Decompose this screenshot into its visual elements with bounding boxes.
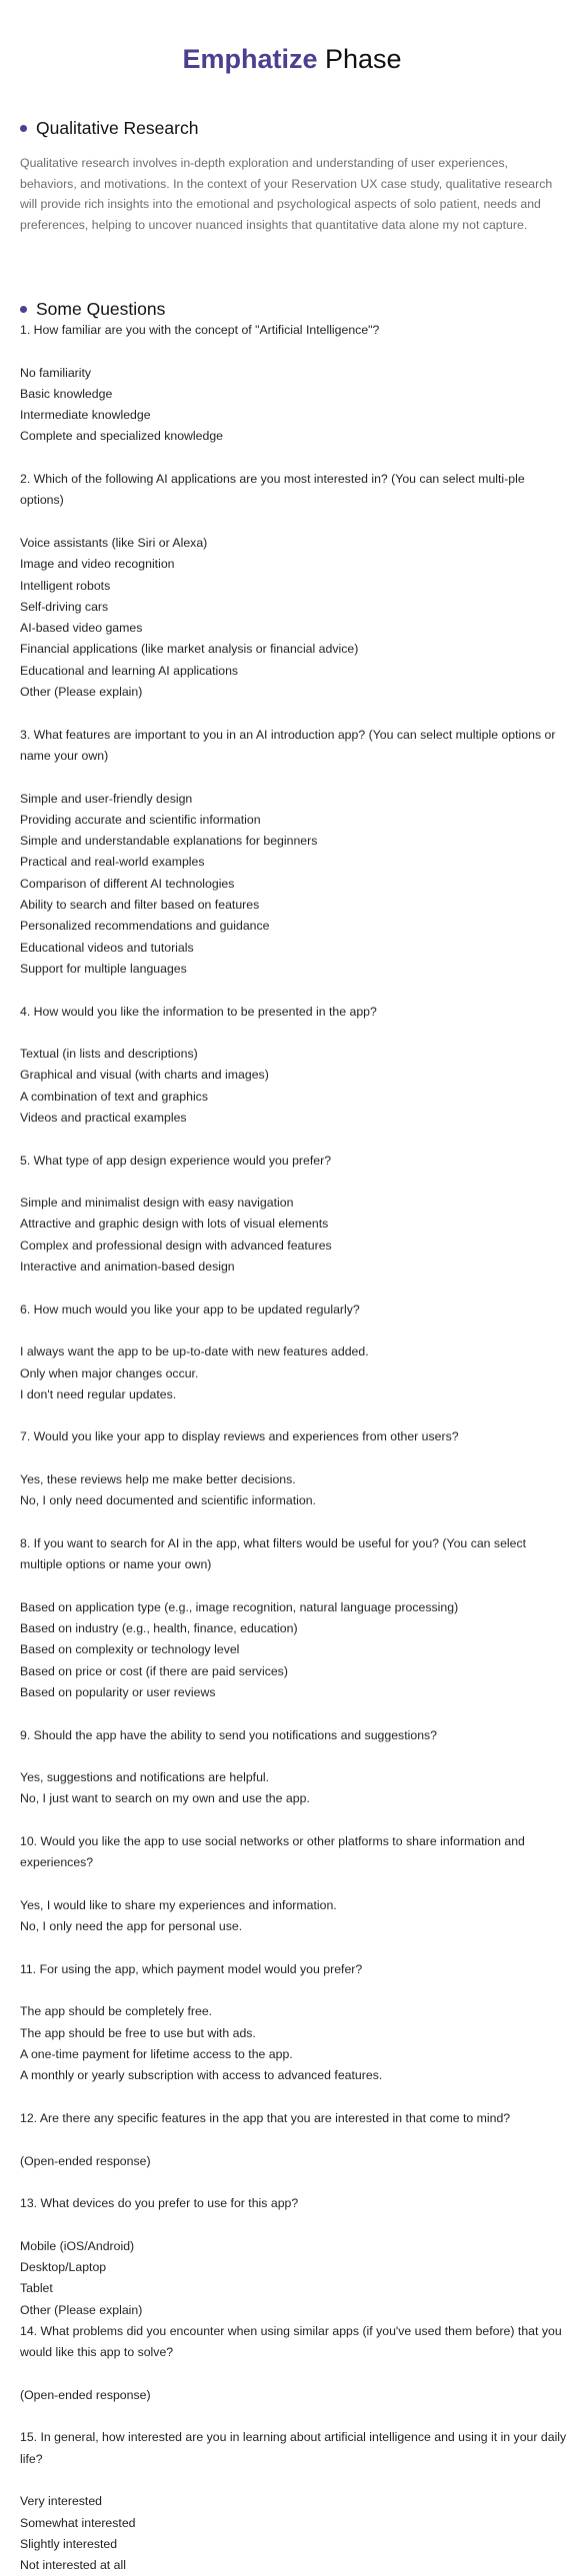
- question-1: 1. How familiar are you with the concept of "Artificial Intelligence"?: [20, 323, 380, 337]
- answer-option: Other (Please explain): [20, 685, 143, 700]
- answer-option: Image and video recognition: [20, 557, 175, 572]
- question-15: 15. In general, how interested are you in learning about artificial intelligence and using it in your daily life?: [20, 2430, 567, 2466]
- title-highlight: Emphatize: [182, 44, 318, 74]
- qualitative-research-heading: [20, 117, 568, 139]
- question-5-options: [20, 1193, 568, 1278]
- answer-option: Support for multiple languages: [20, 961, 187, 976]
- answer-option: The app should be free to use but with ads.: [20, 2025, 256, 2040]
- answer-option: Based on price or cost (if there are paid services): [20, 1663, 288, 1678]
- question-10: 10. Would you like the app to use social networks or other platforms to share information and experiences?: [20, 1834, 525, 1870]
- question-11-options: [20, 2001, 568, 2086]
- answer-option: Based on industry (e.g., health, finance, education): [20, 1621, 298, 1636]
- answer-option: Based on popularity or user reviews: [20, 1685, 216, 1699]
- answer-option: Simple and user-friendly design: [20, 791, 193, 806]
- question-4: 4. How would you like the information to be presented in the app?: [20, 1004, 377, 1019]
- question-7: 7. Would you like your app to display reviews and experiences from other users?: [20, 1429, 459, 1444]
- question-3: 3. What features are important to you in an AI introduction app? (You can select multiple options or name your own): [20, 727, 556, 763]
- answer-option: Simple and minimalist design with easy navigation: [20, 1196, 294, 1211]
- answer-option: No familiarity: [20, 365, 92, 380]
- answer-option: Educational and learning AI applications: [20, 663, 239, 678]
- answer-option: Providing accurate and scientific information: [20, 812, 261, 827]
- answer-option: Self-driving cars: [20, 599, 109, 614]
- question-12: 12. Are there any specific features in the app that you are interested in that come to mind?: [20, 2110, 511, 2125]
- answer-option: Intermediate knowledge: [20, 408, 151, 423]
- bullet-icon: [20, 306, 27, 313]
- answer-option: Yes, these reviews help me make better decisions.: [20, 1472, 296, 1487]
- answer-option: A monthly or yearly subscription with access to advanced features.: [20, 2068, 383, 2083]
- answer-option: Very interested: [20, 2494, 103, 2509]
- answer-option: Somewhat interested: [20, 2515, 136, 2530]
- question-8: 8. If you want to search for AI in the app, what filters would be useful for you? (You can select multiple options or name your own): [20, 1535, 527, 1572]
- answer-option: AI-based video games: [20, 621, 143, 636]
- question-8-options: [20, 1597, 568, 1703]
- answer-option: Mobile (iOS/Android): [20, 2238, 135, 2253]
- answer-option: Slightly interested: [20, 2536, 118, 2551]
- answer-option: (Open-ended response): [20, 2387, 151, 2402]
- question-2: 2. Which of the following AI applications are you most interested in? (You can select multi-ple options): [20, 472, 525, 508]
- answer-option: No, I only need the app for personal use.: [20, 1919, 243, 1934]
- answer-option: Yes, I would like to share my experiences and information.: [20, 1897, 337, 1912]
- answer-option: I don't need regular updates.: [20, 1386, 177, 1401]
- qualitative-research-paragraph: Qualitative research involves in-depth exploration and understanding of user experiences, behaviors, and motivations. In the context of your Reservation UX case study, qualitative research will provide rich insights into the emotional and psychological aspects of solo patient, needs and preferences, helping to uncover nuanced insights that quantitative data alone my not capture.: [20, 156, 553, 232]
- question-13-options: [20, 2236, 568, 2321]
- answer-option: Ability to search and filter based on features: [20, 898, 260, 913]
- question-5: 5. What type of app design experience would you prefer?: [20, 1153, 332, 1168]
- answer-option: Complete and specialized knowledge: [20, 429, 224, 444]
- answer-option: Based on complexity or technology level: [20, 1642, 240, 1657]
- answer-option: Intelligent robots: [20, 578, 111, 593]
- answer-option: Graphical and visual (with charts and images): [20, 1068, 269, 1083]
- qualitative-research-heading-text: Qualitative Research: [36, 118, 199, 138]
- answer-option: Voice assistants (like Siri or Alexa): [20, 535, 208, 550]
- answer-option: Videos and practical examples: [20, 1110, 187, 1125]
- some-questions-heading-text: Some Questions: [36, 299, 166, 319]
- question-10-options: [20, 1895, 568, 1938]
- question-2-options: [20, 533, 568, 703]
- answer-option: No, I only need documented and scientific information.: [20, 1493, 316, 1508]
- question-15-options: [20, 2491, 568, 2576]
- page-title: [0, 42, 584, 76]
- answer-option: Comparison of different AI technologies: [20, 876, 235, 891]
- answer-option: A one-time payment for lifetime access to the app.: [20, 2047, 293, 2062]
- question-3-options: [20, 789, 568, 981]
- answer-option: Attractive and graphic design with lots of visual elements: [20, 1217, 329, 1232]
- answer-option: The app should be completely free.: [20, 2004, 213, 2019]
- answer-option: Personalized recommendations and guidance: [20, 919, 270, 934]
- bullet-icon: [20, 125, 27, 132]
- question-14: 14. What problems did you encounter when using similar apps (if you've used them before) that you would like this app to solve?: [20, 2323, 562, 2360]
- answer-option: No, I just want to search on my own and use the app.: [20, 1791, 310, 1806]
- question-6-options: [20, 1341, 568, 1405]
- answer-option: Not interested at all: [20, 2558, 126, 2573]
- some-questions-section: [20, 298, 568, 2576]
- answer-option: (Open-ended response): [20, 2153, 151, 2168]
- page-title-text: [182, 42, 401, 76]
- question-9-options: [20, 1767, 568, 1810]
- answer-option: Basic knowledge: [20, 386, 113, 401]
- question-12-options: [20, 2151, 568, 2172]
- question-9: 9. Should the app have the ability to send you notifications and suggestions?: [20, 1727, 438, 1742]
- answer-option: Desktop/Laptop: [20, 2260, 107, 2275]
- answer-option: Textual (in lists and descriptions): [20, 1047, 198, 1062]
- title-rest: Phase: [317, 44, 402, 74]
- question-7-options: [20, 1469, 568, 1512]
- question-14-options: [20, 2385, 568, 2406]
- question-list: [20, 320, 568, 2576]
- answer-option: Simple and understandable explanations for beginners: [20, 834, 318, 849]
- answer-option: I always want the app to be up-to-date with new features added.: [20, 1344, 369, 1359]
- answer-option: Tablet: [20, 2281, 53, 2296]
- question-6: 6. How much would you like your app to be updated regularly?: [20, 1301, 360, 1316]
- answer-option: Financial applications (like market analysis or financial advice): [20, 642, 359, 657]
- answer-option: A combination of text and graphics: [20, 1089, 208, 1104]
- answer-option: Other (Please explain): [20, 2302, 143, 2317]
- question-13: 13. What devices do you prefer to use for this app?: [20, 2196, 299, 2211]
- answer-option: Educational videos and tutorials: [20, 940, 194, 955]
- answer-option: Based on application type (e.g., image recognition, natural language processing): [20, 1599, 459, 1614]
- qualitative-research-section: [20, 117, 568, 235]
- answer-option: Yes, suggestions and notifications are helpful.: [20, 1770, 270, 1785]
- answer-option: Only when major changes occur.: [20, 1365, 199, 1380]
- some-questions-heading: [20, 298, 568, 320]
- answer-option: Interactive and animation-based design: [20, 1260, 235, 1275]
- answer-option: Practical and real-world examples: [20, 855, 205, 870]
- question-1-options: [20, 363, 568, 448]
- answer-option: Complex and professional design with advanced features: [20, 1238, 332, 1253]
- question-4-options: [20, 1044, 568, 1129]
- question-11: 11. For using the app, which payment model would you prefer?: [20, 1961, 363, 1976]
